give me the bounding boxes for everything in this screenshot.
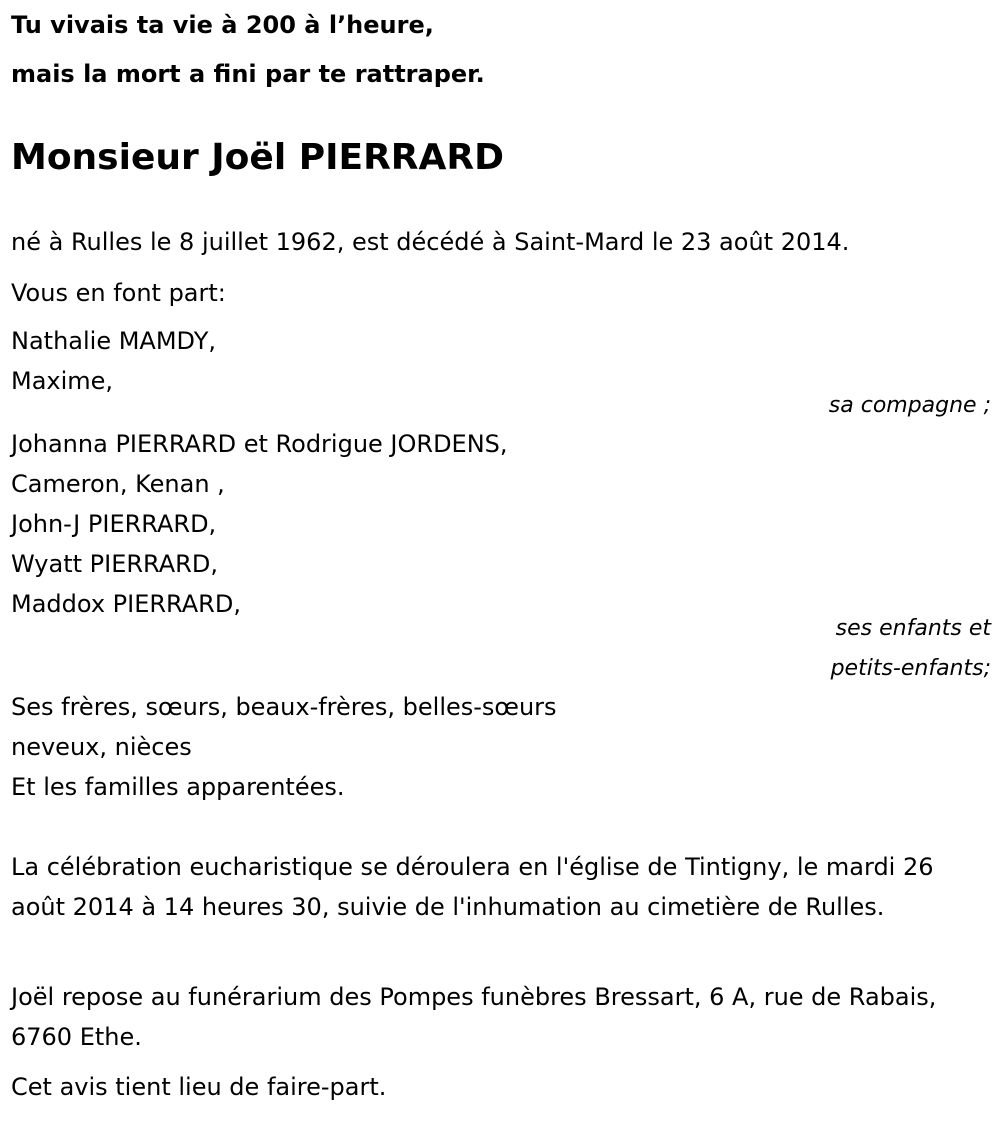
relation-label-children-2: petits-enfants; bbox=[830, 656, 991, 681]
announce-line: Vous en font part: bbox=[11, 279, 226, 307]
ceremony-paragraph: La célébration eucharistique se déroulera en l'église de Tintigny, le mardi 26 août 2014 à 14 heures 30, suivie de l'inhumation au cimetière de Rulles. bbox=[11, 853, 934, 921]
family-name: Maxime, bbox=[11, 367, 114, 395]
companion-name: Nathalie MAMDY, bbox=[11, 327, 217, 355]
closing-line: Cet avis tient lieu de faire-part. bbox=[11, 1073, 387, 1101]
family-line: Et les familles apparentées. bbox=[11, 773, 345, 801]
family-line: Ses frères, sœurs, beaux-frères, belles-sœurs bbox=[11, 693, 557, 721]
family-name: John-J PIERRARD, bbox=[11, 510, 217, 538]
family-name: Maddox PIERRARD, bbox=[11, 590, 241, 618]
family-name: Cameron, Kenan , bbox=[11, 470, 225, 498]
family-name: Wyatt PIERRARD, bbox=[11, 550, 218, 578]
relation-label-children-1: ses enfants et bbox=[835, 616, 991, 641]
deceased-name: Monsieur Joël PIERRARD bbox=[11, 137, 504, 178]
quote-line-2: mais la mort a fini par te rattraper. bbox=[11, 60, 485, 88]
family-name: Johanna PIERRARD et Rodrigue JORDENS, bbox=[11, 430, 508, 458]
relation-label-companion: sa compagne ; bbox=[828, 393, 991, 418]
quote-line-1: Tu vivais ta vie à 200 à l’heure, bbox=[11, 11, 434, 39]
birth-death-line: né à Rulles le 8 juillet 1962, est décédé à Saint-Mard le 23 août 2014. bbox=[11, 228, 850, 256]
family-line: neveux, nièces bbox=[11, 733, 192, 761]
funerarium-paragraph: Joël repose au funérarium des Pompes funèbres Bressart, 6 A, rue de Rabais, 6760 Ethe. bbox=[11, 983, 937, 1051]
